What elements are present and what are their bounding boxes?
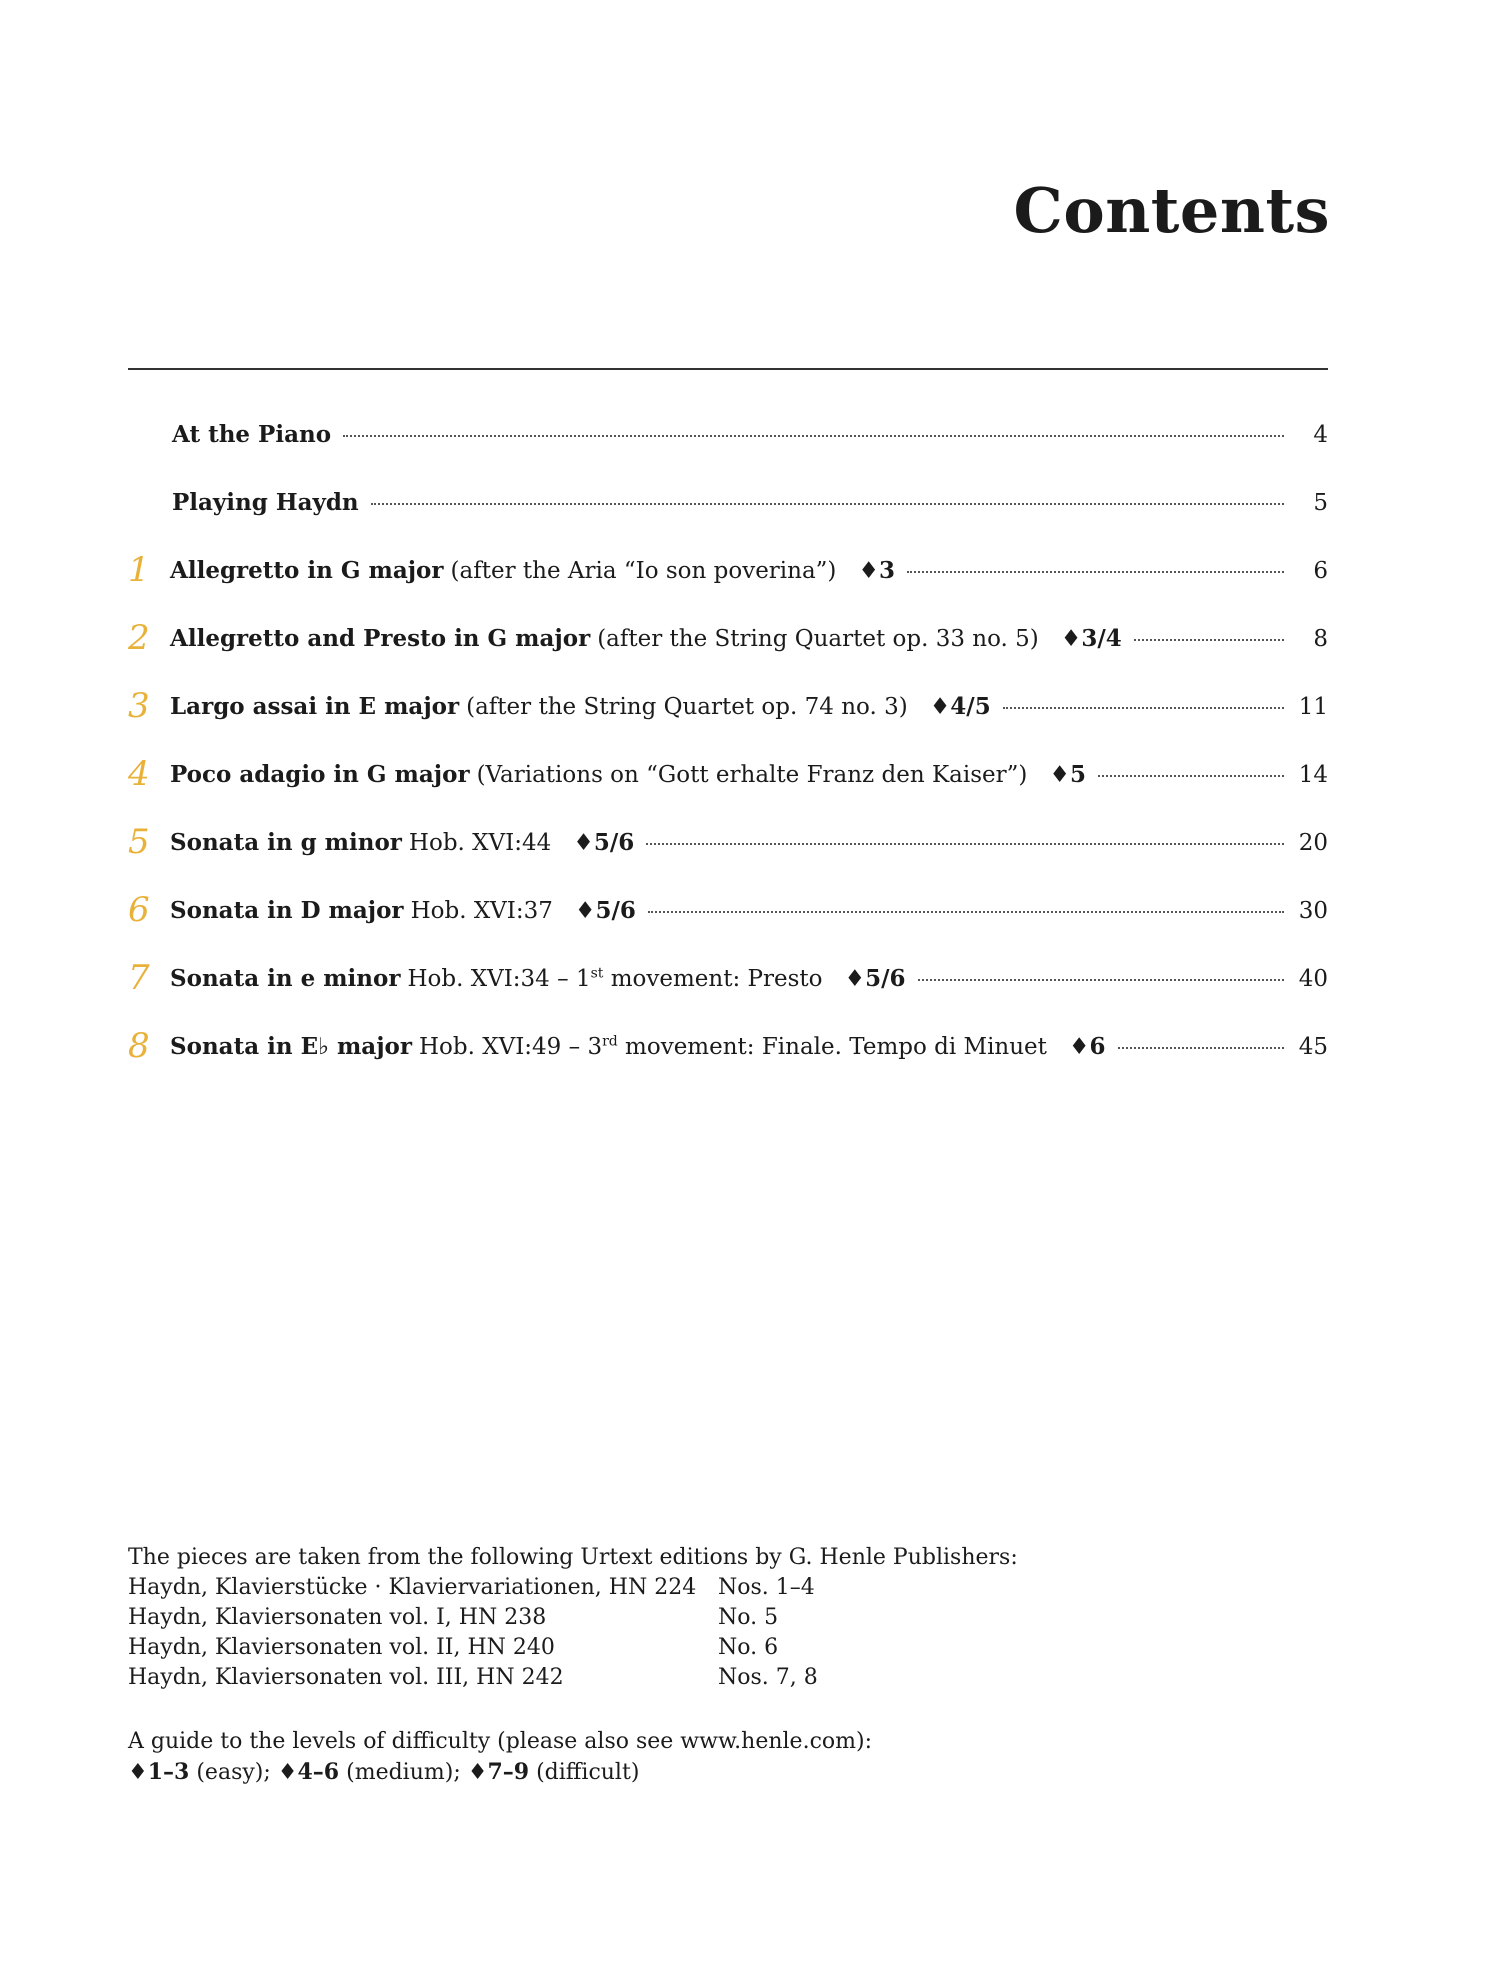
toc-entry[interactable] [128,672,1328,740]
edition-pieces: No. 5 [718,1605,779,1630]
entry-title: Sonata in E♭ major [170,1032,412,1060]
page-number: 4 [1313,421,1328,448]
medium-level: ♦4–6 [277,1759,340,1785]
piece-number: 5 [128,822,150,862]
sources-intro: The pieces are taken from the following Urtext editions by G. Henle Publishers: [128,1545,1018,1570]
difficulty-level: ♦5 [1049,760,1086,788]
guide-intro: A guide to the levels of difficulty (please also see www.henle.com): [128,1729,872,1754]
subtitle-part: movement: Finale. Tempo di Minuet [617,1033,1047,1060]
toc-entry[interactable] [128,944,1328,1012]
toc-entry[interactable] [128,740,1328,808]
piece-number: 2 [128,618,150,658]
dot-leader [1098,775,1284,777]
dot-leader [907,571,1284,573]
page-number: 5 [1313,489,1328,516]
entry-title: Allegretto and Presto in G major [170,624,591,652]
entry-subtitle [407,966,822,992]
piece-number: 4 [128,754,150,794]
piece-number: 1 [128,550,150,590]
toc-entry[interactable] [128,468,1328,536]
entry-title: At the Piano [172,420,332,448]
entry-subtitle [419,1034,1047,1060]
dot-leader [1003,707,1284,709]
piece-number: 7 [128,958,150,998]
page-number: 11 [1298,693,1328,720]
toc-entry[interactable] [128,876,1328,944]
entry-title: Largo assai in E major [170,692,460,720]
difficulty-level: ♦6 [1068,1032,1106,1060]
subtitle-part: Hob. XVI:49 – 3 [418,1033,603,1060]
guide-levels [128,1757,872,1788]
ordinal-suffix: rd [602,1032,618,1049]
subtitle-part: Hob. XVI:34 – 1 [407,965,591,992]
dot-leader [646,843,1284,845]
source-row [128,1573,1028,1603]
source-editions [128,1543,1028,1693]
piece-number: 6 [128,890,150,930]
difficulty-level: ♦3/4 [1060,624,1122,652]
dot-leader [1118,1047,1284,1049]
toc-entry[interactable] [128,604,1328,672]
page-number: 14 [1298,761,1328,788]
easy-label: (easy); [196,1760,271,1785]
entry-subtitle: (after the String Quartet op. 33 no. 5) [597,625,1039,652]
edition-name: Haydn, Klavierstücke · Klaviervariationen, HN 224 [128,1575,697,1600]
entry-subtitle: (Variations on “Gott erhalte Franz den Kaiser”) [476,761,1028,788]
table-of-contents [128,400,1328,1080]
difficulty-level: ♦5/6 [844,964,906,992]
edition-pieces: Nos. 7, 8 [718,1665,818,1690]
entry-title: Playing Haydn [172,488,359,516]
difficulty-level: ♦5/6 [573,828,635,856]
source-row [128,1603,1028,1633]
difficult-label: (difficult) [536,1760,640,1785]
subtitle-part: movement: Presto [603,965,823,992]
entry-subtitle: (after the String Quartet op. 74 no. 3) [466,693,908,720]
page-title: Contents [1013,174,1330,247]
source-row [128,1633,1028,1663]
entry-title: Allegretto in G major [170,556,444,584]
edition-name: Haydn, Klaviersonaten vol. II, HN 240 [128,1635,555,1660]
entry-title: Sonata in D major [170,896,404,924]
entry-title: Sonata in e minor [170,964,401,992]
entry-title: Sonata in g minor [170,828,402,856]
toc-entry[interactable] [128,536,1328,604]
dot-leader [371,503,1284,505]
title-divider [128,368,1328,370]
difficult-level: ♦7–9 [467,1759,530,1785]
page-number: 8 [1313,625,1328,652]
edition-pieces: No. 6 [718,1635,779,1660]
source-row [128,1663,1028,1693]
difficulty-guide [128,1727,872,1788]
easy-level: ♦1–3 [128,1759,190,1785]
page-number: 6 [1313,557,1328,584]
toc-entry[interactable] [128,400,1328,468]
difficulty-level: ♦5/6 [574,896,636,924]
entry-subtitle: Hob. XVI:44 [408,829,552,856]
dot-leader [343,435,1284,437]
toc-entry[interactable] [128,1012,1328,1080]
piece-number: 3 [128,686,150,726]
edition-name: Haydn, Klaviersonaten vol. III, HN 242 [128,1665,564,1690]
ordinal-suffix: st [590,964,604,981]
edition-pieces: Nos. 1–4 [718,1575,815,1600]
page-number: 45 [1298,1033,1328,1060]
difficulty-level: ♦3 [858,556,896,584]
page-number: 40 [1298,965,1328,992]
medium-label: (medium); [346,1760,461,1785]
edition-name: Haydn, Klaviersonaten vol. I, HN 238 [128,1605,547,1630]
difficulty-level: ♦4/5 [929,692,991,720]
dot-leader [648,911,1284,913]
page-number: 20 [1298,829,1328,856]
dot-leader [918,979,1284,981]
toc-entry[interactable] [128,808,1328,876]
entry-title: Poco adagio in G major [170,760,470,788]
entry-subtitle: (after the Aria “Io son poverina”) [450,557,837,584]
entry-subtitle: Hob. XVI:37 [410,897,553,924]
piece-number: 8 [128,1026,150,1066]
dot-leader [1134,639,1284,641]
page-number: 30 [1298,897,1328,924]
